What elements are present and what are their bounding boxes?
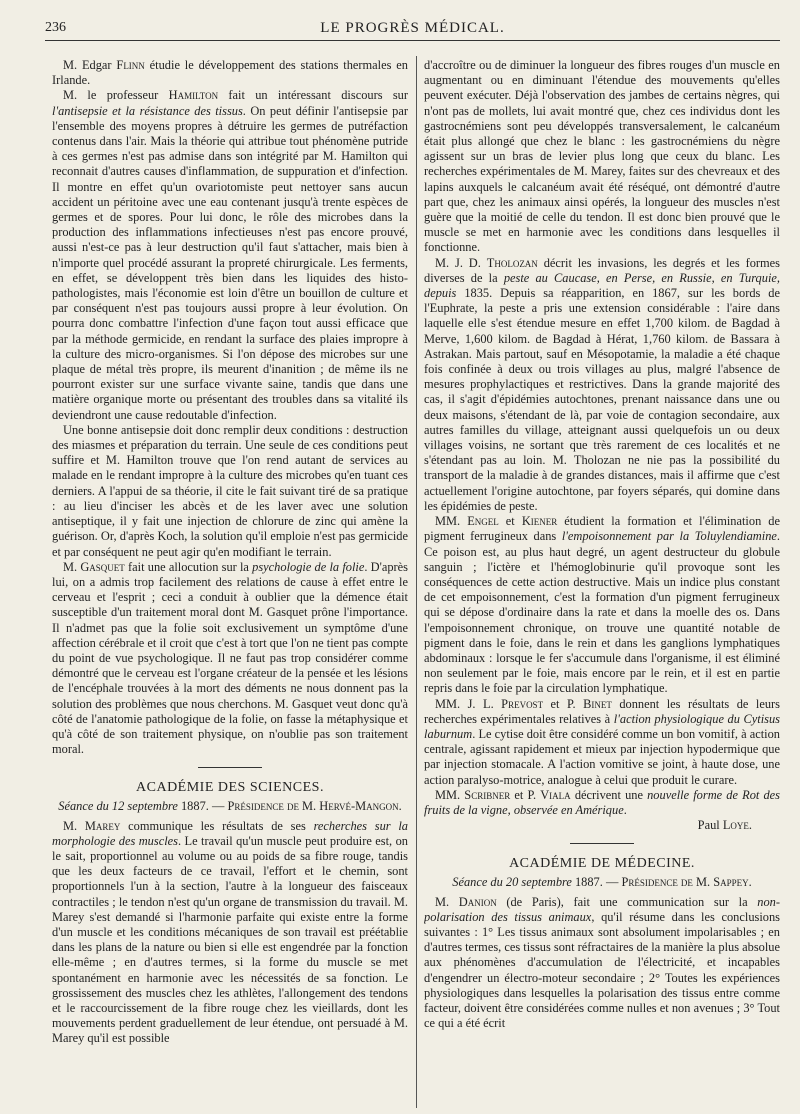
column-divider [416,56,417,1108]
section-separator [198,767,262,768]
paragraph-danion: M. Danion (de Paris), fait une communication sur la non-polarisation des tissus animaux, qu'il résume dans les conclusions suivantes : 1° Les tissus animaux sont absolument impolarisables ; en d'autres termes, ces tissus sont réfractaires de la manière la plus absolue aux phénomènes d'accumulation de l'électricité, et incapables d'engendrer un électro-moteur secondaire ; 2° Toutes les expériences physiologiques dans lesquelles la polarisation des tissus entre comme facteur, doivent être considérées comme nulles et non avenues ; 3° Tout ce qui a été écrit [424,894,780,1031]
section-title-sciences: ACADÉMIE DES SCIENCES. [136,780,324,796]
journal-title: LE PROGRÈS MÉDICAL. [320,20,505,36]
paragraph-marey-continued: d'accroître ou de diminuer la longueur des fibres rouges d'un muscle en augmentant ou en diminuant l'étendue des mouvements qu'elles peuvent exécuter. Déjà l'observation des jambes de certains nègres, qui n'ont pas de mollets, lui avait montré que, chez ces individus dont les gastrocnémiens sont peu développés transversalement, le calcanéum était plus allongé que chez le blanc : les gastrocnémiens du nègre agissent sur un bras de levier plus long que ceux du blanc. Les recherches expérimentales de M. Marey, faites sur des chevreaux et des lapins auxquels le calcanéum avait été réséqué, ont démontré d'autre part que, chez les animaux ainsi opérés, la longueur des muscles n'est guère que la moitié de celle du tendon. Il est donc bien prouvé que le muscle se met en harmonie avec les conditions dans lesquelles il fonctionne. [424,58,780,255]
section-separator [570,843,634,844]
paragraph-hamilton: M. le professeur Hamilton fait un intéressant discours sur l'antisepsie et la résistance des tissus. On peut définir l'antisepsie par l'ensemble des moyens propres à détruire les germes de putréfaction contenus dans l'air. Mais la théorie qui attribue tout phénomène putride à ces germes n'est pas admise dans son intégrité par M. Hamilton qui reconnait d'autres causes d'inflammation, de suppuration et d'infection. Il montre en effet qu'un ovariotomiste peut nettoyer sans aucun accident un péritoine avec une eau contenant jusqu'à trente espèces de germes et de spores. Pour lui donc, le rôle des microbes dans la production des inflammations infectieuses n'est pas encore prouvé, aussi n'est-ce pas à leur destruction qu'il faut s'attacher, mais bien à n'importe quel procédé assurant la propreté chirurgicale. Les ferments, en effet, se développent très bien dans les liquides des histo-pathologistes, mais l'économie est loin d'être un bouillon de culture et par conséquent n'est pas toujours aussi propre à leur évolution. On pourra donc combattre l'infection d'une façon tout aussi efficace que par la méthode germicide, en rendant la surface des plaies impropre à la culture des micro-organismes. Si l'on dépose des microbes sur une plaque de métal très propre, ils meurent d'inanition ; de même ils ne pourront exister sur une surface vivante saine, tandis que dans une matière organique morte ou présentant des troubles dans sa vitalité ils deviendront une cause redoutable d'infection. [52,88,408,422]
right-column [424,58,780,1108]
section-title-medecine: ACADÉMIE DE MÉDECINE. [509,856,695,872]
session-line-sciences: Séance du 12 septembre 1887. — Présidence de M. Hervé-Mangon. [58,798,402,813]
author-signature: Paul Loye. [697,818,752,833]
page-number: 236 [45,20,66,35]
paragraph-antisepsie: Une bonne antisepsie doit donc remplir deux conditions : destruction des miasmes et préparation du terrain. Une seule de ces conditions peut suffire et M. Hamilton trouve que l'on rend autant de services au malade en le rendant impropre à la culture des microbes qu'en tuant ces derniers. A l'appui de sa théorie, il cite le fait suivant tiré de sa pratique : au lieu d'inciser les abcès et de les laver avec une solution antiseptique, il y fait une injection de chlorure de zinc qui amène la guérison. Or, d'après Koch, la solution qu'il emploie n'est pas germicide et par conséquent ne peut agir qu'en modifiant le terrain. [52,422,408,559]
paragraph-tholozan: M. J. D. Tholozan décrit les invasions, les degrés et les formes diverses de la peste au Caucase, en Perse, en Russie, en Turquie, depuis 1835. Depuis sa réapparition, en 1867, sur les bords de l'Euphrate, la peste a pris une extension considérable : l'aire dans laquelle elle s'est étendue mesure en effet 1,700 kilom. de Bagdad à Merve, 1,600 kilom. de Bagdad à Hérat, 1,760 kilom. de Bassara à Astrakan. Mais partout, sauf en Mésopotamie, la maladie a été chaque fois confinée à deux ou trois villages au plus, malgré l'absence de mesures prophylactiques et restrictives. Dans la grande majorité des cas, il s'agit d'épidémies autochtones, prenant naissance dans une ou deux maisons, s'étendant de là, par voie de contagion secondaire, aux autres familles du village, atteignant aussi quelquefois un ou deux villages voisins, ne sortant que très rarement de ces localités et ne s'étendant pas au loin. M. Tholozan ne nie pas la possibilité du transport de la maladie à de grandes distances, mais il affirme que c'est actuellement l'origine autochtone, par foyers séparés, qui domine dans les épidémies de peste. [424,255,780,513]
left-column [52,58,408,1108]
paragraph-gasquet: M. Gasquet fait une allocution sur la psychologie de la folie. D'après lui, on a admis trop facilement des relations de cause à effet entre le cerveau et l'esprit ; ceci a conduit à oublier que la démence était susceptible d'un traitement moral dont M. Gasquet prône l'importance. Il n'admet pas que la folie soit exclusivement un symptôme d'une affection cérébrale et il croit que c'est à tort que l'on ne tient pas compte du point de vue psychologique. Il ne faut pas trop considérer comme démontré que le cerveau est l'organe créateur de la pensée et les lésions de l'encéphale trouvées à la mort des déments ne nous donnent pas la solution des problèmes que nous cherchons. M. Gasquet veut donc qu'à côté de l'anatomie pathologique de la folie, on fasse la métaphysique et qu'à côté de son traitement physique, on n'oublie pas son traitement moral. [52,559,408,757]
paragraph-marey: M. Marey communique les résultats de ses recherches sur la morphologie des muscles. Le travail qu'un muscle peut produire est, on le sait, proportionnel au volume ou au poids de sa fibre rouge, tandis que les deux facteurs de ce travail, l'effort et le chemin, sont proportionnels l'un à la section, l'autre à la longueur des faisceaux contractiles ; le tendon n'est qu'un organe de transmission du travail. M. Marey s'est demandé si l'harmonie parfaite qui existe entre la forme d'un muscle et les conditions mécaniques de son travail est préétablie dans les plans de la nature ou bien si elle est engendrée par la fonction elle-même ; en d'autres termes, si la forme du muscle se met spontanément en harmonie avec les nécessités de sa fonction. Le grossissement des muscles chez les athlètes, l'allongement des tendons et le raccourcissement de la fibre rouge chez les vieillards, dont les mouvements perdent graduellement de leur étendue, ont persuadé à M. Marey qu'il est possible [52,818,408,1046]
paragraph-engel-kiener: MM. Engel et Kiener étudient la formation et l'élimination de pigment ferrugineux dans l'empoisonnement par la Toluylendiamine. Ce poison est, au plus haut degré, un agent destructeur du globule sanguin ; l'ictère et l'hémoglobinurie qu'il provoque sont les conséquences de cette action destructive. Mais un indice plus constant de cet empoisonnement, c'est la formation d'un pigment ferrugineux qui se dépose d'ordinaire dans la rate et dans la moelle des os. Dans l'empoisonnement chronique, on trouve une quantité notable de pigment dans le foie, dans le rein et dans les ganglions lymphatiques abdominaux : lorsque le fer s'accumule dans l'organisme, il est éliminé non seulement par le foie, mais encore par le rein, et il est en partie repris dans le foie par la circulation lymphatique. [424,514,780,696]
paragraph-prevost-binet: MM. J. L. Prevost et P. Binet donnent les résultats de leurs recherches expérimentales relatives à l'action physiologique du Cytisus laburnum. Le cytise doit être considéré comme un bon vomitif, à action centrale, agissant rapidement et mieux par injection hypodermique que par injection stomacale. A l'action vomitive se joint, à haute dose, une action paralyso-motrice, analogue à celui que produit le curare. [424,696,780,787]
page-header [45,18,780,41]
paragraph-scribner-viala: MM. Scribner et P. Viala décrivent une nouvelle forme de Rot des fruits de la vigne, observée en Amérique. [424,787,780,817]
session-line-medecine: Séance du 20 septembre 1887. — Présidence de M. Sappey. [452,874,752,889]
paragraph-flinn: M. Edgar Flinn étudie le développement des stations thermales en Irlande. [52,58,408,88]
